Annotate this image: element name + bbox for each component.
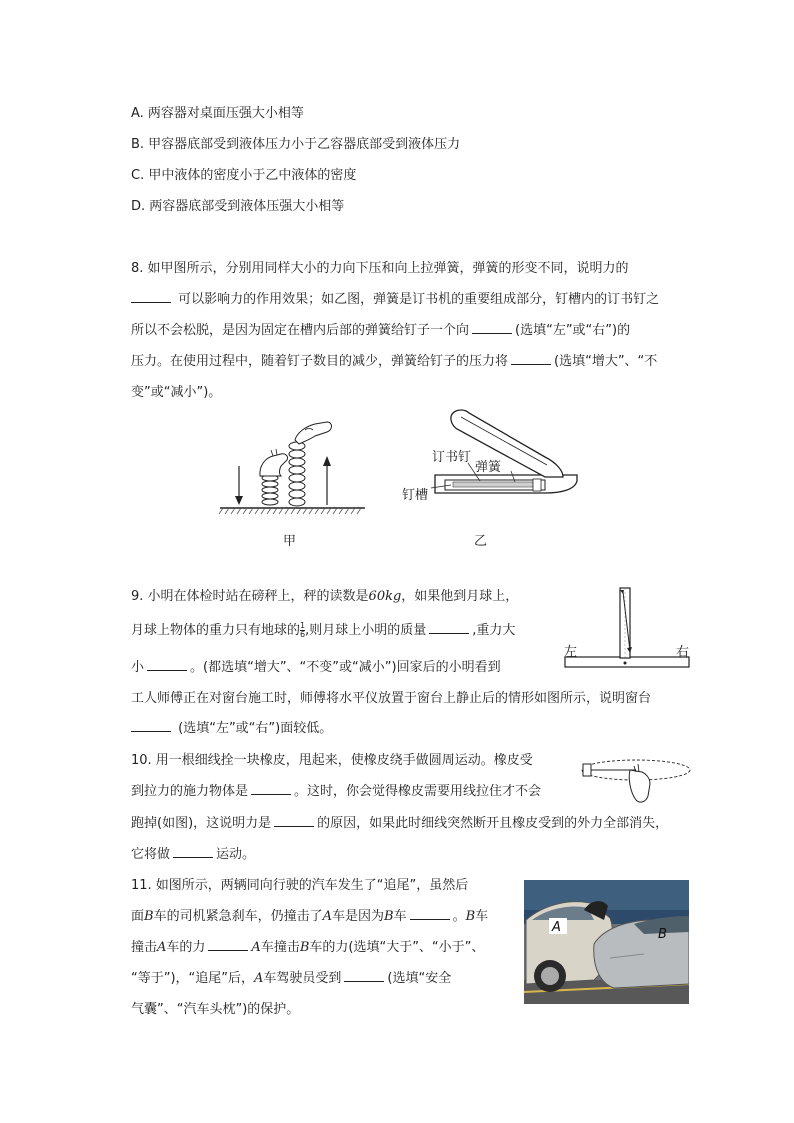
q10-text: 10. 用一根细线拴一块橡皮，甩起来，使橡皮绕手做圆周运动。橡皮受 bbox=[131, 753, 533, 768]
q9-text: ,则月球上小明的质量 bbox=[305, 623, 427, 638]
q8-text: 8. 如甲图所示，分别用同样大小的力向下压和向上拉弹簧，弹簧的形变不同，说明力的 bbox=[131, 261, 629, 276]
car-a-label: A bbox=[157, 940, 167, 955]
q9-text: ,重力大 bbox=[472, 623, 516, 638]
q11-line-5 bbox=[131, 1000, 299, 1020]
option-a: A. 两容器对桌面压强大小相等 bbox=[131, 106, 304, 121]
option-c: C. 甲中液体的密度小于乙中液体的密度 bbox=[131, 168, 357, 183]
car-b-label: B bbox=[299, 940, 310, 955]
q10-line-1 bbox=[131, 751, 533, 771]
q8-line-3 bbox=[131, 321, 630, 341]
q11-text: 车驾驶员受到 bbox=[263, 971, 342, 986]
q9-line-4 bbox=[131, 689, 651, 709]
q8-line-1 bbox=[131, 259, 629, 279]
q8-text: 变”或“减小”)。 bbox=[131, 385, 222, 400]
label-right: 右 bbox=[676, 645, 690, 660]
photo-label-b: B bbox=[658, 927, 667, 942]
q9-text: 。(都选填“增大”、“不变”或“减小”)回家后的小明看到 bbox=[190, 660, 501, 675]
answer-blank[interactable] bbox=[147, 658, 187, 671]
answer-blank[interactable] bbox=[274, 814, 314, 827]
answer-blank[interactable] bbox=[410, 907, 450, 920]
figure-label-yi: 乙 bbox=[474, 534, 488, 549]
answer-blank[interactable] bbox=[251, 782, 291, 795]
q11-text: 车 bbox=[475, 909, 489, 924]
answer-blank[interactable] bbox=[131, 290, 171, 303]
q8-line-5 bbox=[131, 383, 221, 403]
option-b: B. 甲容器底部受到液体压力小于乙容器底部受到液体压力 bbox=[131, 137, 461, 152]
q10-text: 运动。 bbox=[216, 847, 256, 862]
q11-text: 车 bbox=[393, 909, 407, 924]
car-a-label: A bbox=[251, 940, 261, 955]
q10-line-2 bbox=[131, 782, 541, 802]
q11-line-2 bbox=[131, 907, 488, 927]
q11-text: 面 bbox=[131, 909, 145, 924]
car-b-label: B bbox=[465, 909, 476, 924]
answer-blank[interactable] bbox=[472, 321, 512, 334]
label-spring: 弹簧 bbox=[475, 460, 502, 475]
q8-text: 所以不会松脱，是因为固定在槽内后部的弹簧给钉子一个向 bbox=[131, 323, 470, 338]
answer-blank[interactable] bbox=[173, 845, 213, 858]
q9-line-2 bbox=[131, 621, 515, 641]
q9-reading: 60kg bbox=[368, 589, 402, 604]
q11-text: 车撞击 bbox=[260, 940, 300, 955]
q9-text: 工人师傅正在对窗台施工时，师傅将水平仪放置于窗台上静止后的情形如图所示，说明窗台 bbox=[131, 691, 652, 706]
q11-line-1 bbox=[131, 876, 468, 896]
option-d: D. 两容器底部受到液体压强大小相等 bbox=[131, 199, 345, 214]
q11-text: 撞击 bbox=[131, 940, 158, 955]
q8-text: 可以影响力的作用效果；如乙图，弹簧是订书机的重要组成部分，钉槽内的订书钉之 bbox=[178, 292, 660, 307]
q11-text: 车的力 bbox=[166, 940, 206, 955]
eraser-circle-figure bbox=[578, 748, 693, 808]
q11-line-3 bbox=[131, 938, 484, 958]
q8-text: 压力。在使用过程中，随着钉子数目的减少，弹簧给钉子的压力将 bbox=[131, 354, 509, 369]
q9-text: 月球上物体的重力只有地球的 bbox=[131, 623, 301, 638]
q10-line-3 bbox=[131, 814, 668, 834]
q11-text: 车的力(选填“大于”、“小于”、 bbox=[309, 940, 485, 955]
q10-text: 到拉力的施力物体是 bbox=[131, 784, 249, 799]
q9-text: 小 bbox=[131, 660, 145, 675]
label-slot: 钉槽 bbox=[402, 488, 429, 503]
q10-line-4 bbox=[131, 845, 255, 865]
answer-blank[interactable] bbox=[511, 352, 551, 365]
q11-text: 车的司机紧急刹车，仍撞击了 bbox=[153, 909, 323, 924]
figure-label-jia: 甲 bbox=[283, 534, 297, 549]
answer-blank[interactable] bbox=[344, 969, 384, 982]
car-b-label: B bbox=[384, 909, 394, 924]
q9-text: 9. 小明在体检时站在磅秤上，秤的读数是 bbox=[131, 589, 369, 604]
answer-blank[interactable] bbox=[429, 621, 469, 634]
q11-text: 气囊”、“汽车头枕”)的保护。 bbox=[131, 1002, 300, 1017]
q8-text: (选填“左”或“右”)的 bbox=[515, 323, 631, 338]
label-staple: 订书钉 bbox=[432, 450, 472, 465]
q11-text: (选填“安全 bbox=[387, 971, 452, 986]
q8-text: (选填“增大”、“不 bbox=[554, 354, 658, 369]
answer-blank[interactable] bbox=[208, 938, 248, 951]
q8-line-4 bbox=[131, 352, 657, 372]
q9-line-5 bbox=[131, 719, 332, 739]
car-a-label: A bbox=[322, 909, 332, 924]
q11-text: 车是因为 bbox=[331, 909, 384, 924]
car-b-label: B bbox=[144, 909, 154, 924]
q10-text: 。这时，你会觉得橡皮需要用线拉住才不会 bbox=[294, 784, 542, 799]
q9-line-1 bbox=[131, 587, 518, 607]
q9-text: ，如果他到月球上， bbox=[401, 589, 519, 604]
q10-text: 跑掉(如图)，这说明力是 bbox=[131, 816, 272, 831]
q11-line-4 bbox=[131, 969, 451, 989]
q8-line-2 bbox=[131, 290, 659, 310]
car-a-label: A bbox=[254, 971, 264, 986]
answer-blank[interactable] bbox=[131, 719, 171, 732]
q10-text: 它将做 bbox=[131, 847, 171, 862]
label-left: 左 bbox=[564, 645, 578, 660]
spirit-level-figure bbox=[560, 580, 695, 675]
car-crash-photo bbox=[524, 880, 689, 1004]
q9-line-3 bbox=[131, 658, 501, 678]
q11-text: “等于”)，“追尾”后， bbox=[131, 971, 255, 986]
q9-text: (选填“左”或“右”)面较低。 bbox=[178, 721, 333, 736]
q11-text: 11. 如图所示，两辆同向行驶的汽车发生了“追尾”，虽然后 bbox=[131, 878, 469, 893]
spring-figure-jia bbox=[215, 410, 370, 550]
photo-label-a: A bbox=[552, 920, 561, 935]
fraction-one-sixth: $\frac{1}{6}$ bbox=[300, 621, 306, 639]
q11-text: 。 bbox=[452, 909, 466, 924]
q10-text: 的原因，如果此时细线突然断开且橡皮受到的外力全部消失， bbox=[317, 816, 669, 831]
